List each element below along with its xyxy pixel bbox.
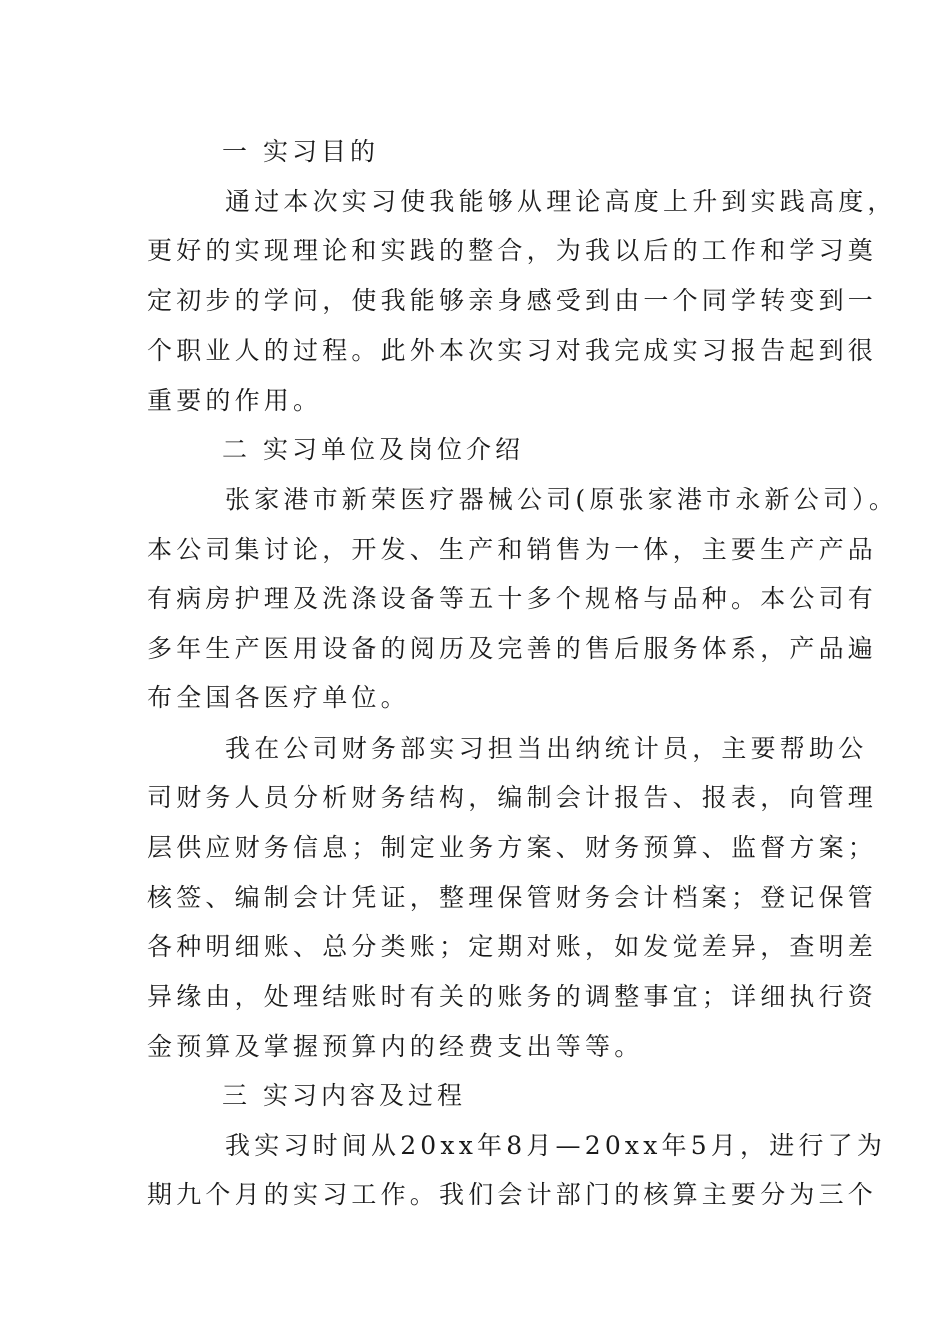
paragraph-line: 张家港市新荣医疗器械公司(原张家港市永新公司）。 xyxy=(225,485,899,514)
paragraph-line: 多年生产医用设备的阅历及完善的售后服务体系，产品遍 xyxy=(147,634,878,663)
paragraph-line: 通过本次实习使我能够从理论高度上升到实践高度， xyxy=(225,187,897,216)
paragraph-line: 本公司集讨论，开发、生产和销售为一体，主要生产产品 xyxy=(147,535,878,564)
paragraph-line: 我实习时间从20xx年8月—20xx年5月，进行了为 xyxy=(225,1131,887,1160)
paragraph-line: 重要的作用。 xyxy=(147,386,323,415)
paragraph-line: 我在公司财务部实习担当出纳统计员，主要帮助公 xyxy=(225,734,868,763)
paragraph-line: 核签、编制会计凭证，整理保管财务会计档案；登记保管 xyxy=(147,883,878,912)
paragraph-line: 金预算及掌握预算内的经费支出等等。 xyxy=(147,1032,644,1061)
paragraph-line: 各种明细账、总分类账；定期对账，如发觉差异，查明差 xyxy=(147,932,878,961)
paragraph-line: 期九个月的实习工作。我们会计部门的核算主要分为三个 xyxy=(147,1180,878,1209)
paragraph-line: 个职业人的过程。此外本次实习对我完成实习报告起到很 xyxy=(147,336,878,365)
section-heading-1: 一 实习目的 xyxy=(222,137,379,166)
paragraph-line: 司财务人员分析财务结构，编制会计报告、报表，向管理 xyxy=(147,783,878,812)
paragraph-line: 层供应财务信息；制定业务方案、财务预算、监督方案； xyxy=(147,833,878,862)
paragraph-line: 更好的实现理论和实践的整合，为我以后的工作和学习奠 xyxy=(147,236,878,265)
paragraph-line: 布全国各医疗单位。 xyxy=(147,683,410,712)
section-heading-2: 二 实习单位及岗位介绍 xyxy=(222,435,524,464)
section-heading-3: 三 实习内容及过程 xyxy=(222,1081,466,1110)
paragraph-line: 有病房护理及洗涤设备等五十多个规格与品种。本公司有 xyxy=(147,584,878,613)
paragraph-line: 异缘由，处理结账时有关的账务的调整事宜；详细执行资 xyxy=(147,982,878,1011)
paragraph-line: 定初步的学问，使我能够亲身感受到由一个同学转变到一 xyxy=(147,286,878,315)
